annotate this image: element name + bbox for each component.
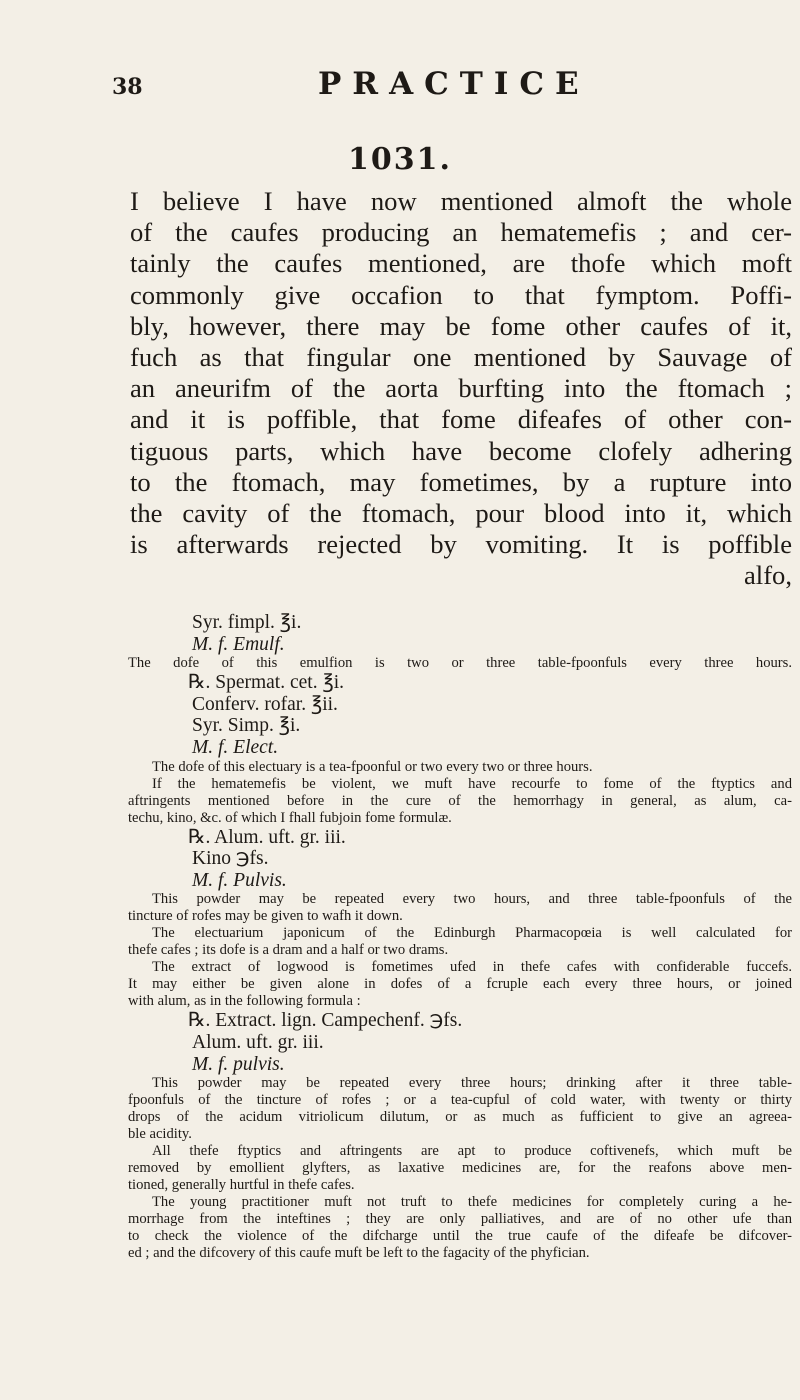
catchword: alfo,	[744, 560, 792, 591]
note-line: morrhage from the inteftines ; they are only palliatives, and are of no other ufe than	[128, 1211, 792, 1228]
note-line: tincture of rofes may be given to wafh it down.	[128, 908, 403, 925]
prescription-line: M. f. pulvis.	[192, 1053, 285, 1075]
text-line: tiguous parts, which have become clofely adhering	[130, 435, 792, 466]
text-line: bly, however, there may be fome other caufes of it,	[130, 310, 792, 341]
note-line: tioned, generally hurtful in thefe cafes.	[128, 1177, 355, 1194]
prescription-line: M. f. Emulf.	[192, 633, 285, 655]
note-line: The extract of logwood is fometimes ufed in thefe cafes with confiderable fuccefs.	[152, 959, 792, 976]
section-number: 1031.	[348, 142, 452, 177]
prescription-line: Syr. Simp. ℥i.	[192, 715, 301, 737]
note-line: fpoonfuls of the tincture of rofes ; or a tea-cupful of cold water, with twenty or thirty	[128, 1092, 792, 1109]
note-line: The dofe of this emulfion is two or three table-fpoonfuls every three hours.	[128, 655, 792, 672]
text-line: an aneurifm of the aorta burfting into the ftomach ;	[130, 373, 792, 404]
text-line: is afterwards rejected by vomiting. It is poffible	[130, 529, 792, 560]
prescription-line: ℞. Alum. uft. gr. iii.	[188, 826, 346, 848]
page-number: 38	[112, 74, 143, 100]
note-line: If the hematemefis be violent, we muft have recourfe to fome of the ftyptics and	[152, 775, 792, 792]
note-line: with alum, as in the following formula :	[128, 993, 361, 1010]
prescription-line: Conferv. rofar. ℥ii.	[192, 693, 338, 715]
text-line: the cavity of the ftomach, pour blood into it, which	[130, 498, 792, 529]
prescription-line: ℞. Spermat. cet. ℥i.	[188, 672, 344, 694]
footnotes	[128, 612, 792, 1262]
note-line: to check the violence of the difcharge until the true caufe of the difeafe be difcover-	[128, 1228, 792, 1245]
note-line: aftringents mentioned before in the cure of the hemorrhagy in general, as alum, ca-	[128, 792, 792, 809]
prescription-line: ℞. Extract. lign. Campechenf. ℈fs.	[188, 1010, 463, 1032]
note-line: This powder may be repeated every three hours; drinking after it three table-	[152, 1075, 792, 1092]
note-line: drops of the acidum vitriolicum dilutum, or as much as fufficient to give an agreea-	[128, 1109, 792, 1126]
note-line: removed by emollient glyfters, as laxative medicines are, for the reafons above men-	[128, 1160, 792, 1177]
prescription-line: Kino ℈fs.	[192, 848, 269, 870]
note-line: This powder may be repeated every two hours, and three table-fpoonfuls of the	[152, 891, 792, 908]
note-line: The young practitioner muft not truft to thefe medicines for completely curing a he-	[152, 1194, 792, 1211]
note-line: ble acidity.	[128, 1126, 192, 1143]
note-line: thefe cafes ; its dofe is a dram and a half or two drams.	[128, 942, 449, 959]
text-line: commonly give occafion to that fymptom. Poffi-	[130, 279, 792, 310]
note-line: The electuarium japonicum of the Edinburgh Pharmacopœia is well calculated for	[152, 925, 792, 942]
note-line: ed ; and the difcovery of this caufe muft be left to the fagacity of the phyfician.	[128, 1245, 590, 1262]
note-line: All thefe ftyptics and aftringents are apt to produce coftivenefs, which muft be	[152, 1143, 792, 1160]
running-title: PRACTICE	[318, 66, 590, 102]
text-line: to the ftomach, may fometimes, by a rupture into	[130, 466, 792, 497]
text-line: tainly the caufes mentioned, are thofe which moft	[130, 248, 792, 279]
note-line: The dofe of this electuary is a tea-fpoonful or two every two or three hours.	[152, 758, 593, 775]
note-line: techu, kino, &c. of which I fhall fubjoin fome formulæ.	[128, 809, 452, 826]
main-paragraph	[130, 186, 792, 592]
text-line: fuch as that fingular one mentioned by Sauvage of	[130, 342, 792, 373]
text-line: of the caufes producing an hematemefis ; and cer-	[130, 217, 792, 248]
note-line: It may either be given alone in dofes of a fcruple each every three hours, or joined	[128, 976, 792, 993]
prescription-line: Alum. uft. gr. iii.	[192, 1031, 324, 1053]
text-line: and it is poffible, that fome difeafes of other con-	[130, 404, 792, 435]
prescription-line: M. f. Pulvis.	[192, 869, 287, 891]
prescription-line: M. f. Elect.	[192, 736, 279, 758]
prescription-line: Syr. fimpl. ℥i.	[192, 612, 302, 633]
page-header	[0, 66, 800, 106]
text-line: I believe I have now mentioned almoft the whole	[130, 186, 792, 216]
